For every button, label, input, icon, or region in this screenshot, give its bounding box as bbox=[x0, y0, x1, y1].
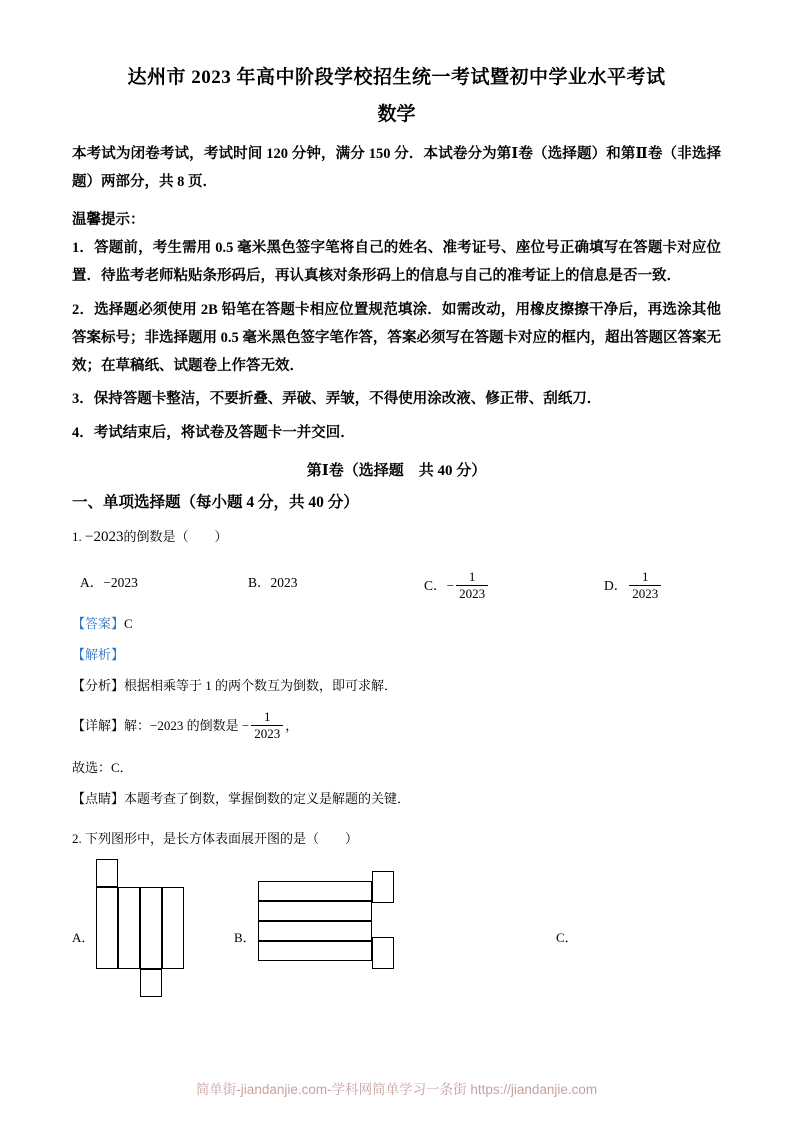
section-heading: 一、单项选择题（每小题 4 分，共 40 分） bbox=[72, 493, 359, 511]
xiangjie-prefix: 解：−2023 的倒数是 − bbox=[124, 718, 250, 734]
net-cell bbox=[140, 887, 162, 969]
tips-heading: 温馨提示： bbox=[72, 212, 145, 229]
net-cell bbox=[162, 887, 184, 969]
xiangjie-fraction: $\frac{1}{2023}$ bbox=[251, 710, 283, 742]
xiangjie-suffix: ， bbox=[285, 718, 299, 734]
net-cell bbox=[372, 871, 394, 903]
net-cell bbox=[96, 887, 118, 969]
question-1-tail: 的倒数是（ ） bbox=[123, 528, 228, 544]
net-cell bbox=[372, 937, 394, 969]
answer-label: 【答案】 bbox=[72, 615, 125, 631]
net-cell bbox=[96, 859, 118, 887]
subject-title: 数学 bbox=[377, 103, 416, 125]
option-c-prefix: C．− bbox=[424, 578, 455, 594]
option-b[interactable]: B．2023 bbox=[248, 574, 298, 590]
net-cell bbox=[258, 941, 372, 961]
question-1-value: −2023 bbox=[85, 528, 124, 545]
tip-item: 2．选择题必须使用 2B 铅笔在答题卡相应位置规范填涂．如需改动，用橡皮擦擦干净后，再选涂其他答案标号；非选择题用 0.5 毫米黑色签字笔作答，答案必须写在答题卡对应的框内，超出答题区答案无效；在草稿纸、试题卷上作答无效． bbox=[72, 301, 721, 375]
question-1-stem bbox=[72, 525, 721, 549]
net-cell bbox=[258, 901, 372, 921]
net-cell bbox=[258, 921, 372, 941]
tip-item: 3．保持答题卡整洁，不要折叠、弄破、弄皱，不得使用涂改液、修正带、刮纸刀． bbox=[72, 391, 602, 408]
dianjing-line bbox=[72, 788, 721, 810]
option-d-fraction: $\frac{1}{2023}$ bbox=[629, 570, 661, 602]
xiangjie-label: 【详解】 bbox=[72, 718, 125, 734]
net-cell bbox=[258, 881, 372, 901]
exam-intro-paragraph: 本考试为闭卷考试，考试时间 120 分钟，满分 150 分．本试卷分为第Ⅰ卷（选择题）和第Ⅱ卷（非选择题）两部分，共 8 页． bbox=[72, 145, 721, 190]
q2-option-a-label[interactable]: A． bbox=[72, 930, 95, 946]
fenxi-label: 【分析】 bbox=[72, 677, 125, 693]
question-2-figures bbox=[72, 859, 721, 1009]
fenxi-text: 根据相乘等于 1 的两个数互为倒数，即可求解． bbox=[124, 677, 398, 693]
answer-line bbox=[72, 613, 721, 632]
tip-item: 1．答题前，考生需用 0.5 毫米黑色签字笔将自己的姓名、准考证号、座位号正确填写在答题卡对应位置．待监考老师粘贴条形码后，再认真核对条形码上的信息与自己的准考证上的信息是否一致． bbox=[72, 240, 721, 285]
conclusion-line: 故选：C． bbox=[72, 760, 133, 776]
option-c-fraction: $\frac{1}{2023}$ bbox=[456, 570, 488, 602]
option-d-prefix: D． bbox=[604, 578, 628, 594]
analysis-line bbox=[72, 644, 721, 663]
dianjing-text: 本题考查了倒数，掌握倒数的定义是解题的关键． bbox=[124, 791, 411, 807]
question-2-number: 2. bbox=[72, 831, 82, 847]
option-a[interactable]: A．−2023 bbox=[80, 574, 138, 590]
page-title: 达州市 2023 年高中阶段学校招生统一考试暨初中学业水平考试 bbox=[127, 67, 666, 88]
question-1-options bbox=[72, 563, 721, 601]
xiangjie-line bbox=[72, 708, 721, 743]
question-1-number: 1. bbox=[72, 528, 82, 544]
q2-option-c-label[interactable]: C． bbox=[556, 930, 578, 946]
fenxi-line bbox=[72, 675, 721, 697]
net-cell bbox=[140, 969, 162, 997]
tip-item: 4．考试结束后，将试卷及答题卡一并交回． bbox=[72, 424, 355, 441]
answer-value: C bbox=[124, 615, 133, 631]
analysis-label: 【解析】 bbox=[72, 646, 125, 662]
footer-watermark: 简单街-jiandanjie.com-学科网简单学习一条街 https://jiandanjie.com bbox=[195, 1082, 598, 1097]
question-2-text: 下列图形中，是长方体表面展开图的是（ ） bbox=[85, 831, 359, 847]
q2-option-b-label[interactable]: B． bbox=[234, 930, 256, 946]
option-d[interactable] bbox=[604, 568, 663, 603]
dianjing-label: 【点睛】 bbox=[72, 791, 125, 807]
option-c[interactable] bbox=[424, 568, 490, 603]
paper-part-heading: 第Ⅰ卷（选择题 共 40 分） bbox=[306, 462, 487, 479]
net-cell bbox=[118, 887, 140, 969]
question-2-stem bbox=[72, 828, 721, 847]
